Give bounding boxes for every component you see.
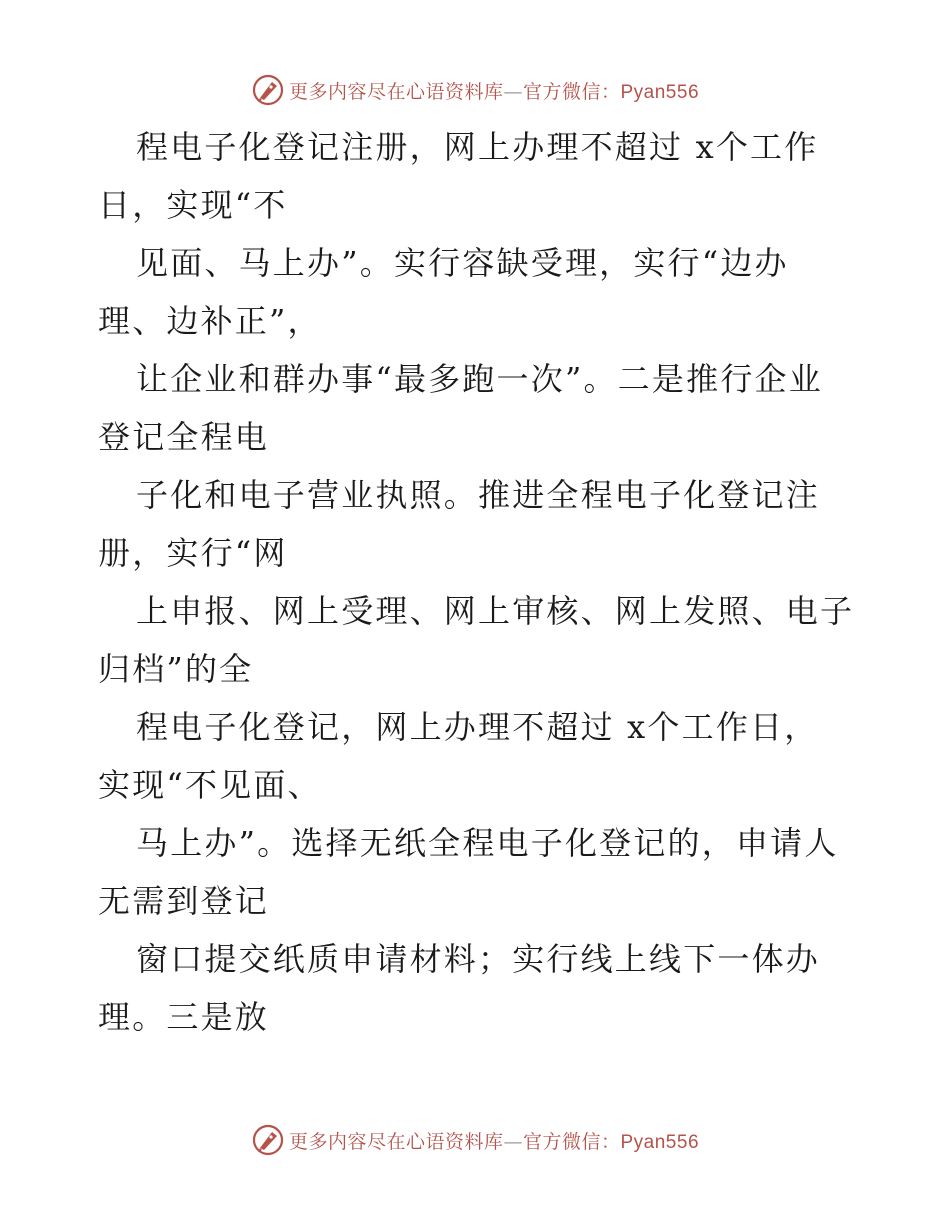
header-watermark [0, 70, 950, 110]
pen-nib-logo-icon [251, 73, 285, 107]
text-line: 理。三是放 [98, 998, 270, 1036]
text-line: 程电子化登记注册，网上办理不超过 x个工作 [136, 128, 819, 166]
text-line: 子化和电子营业执照。推进全程电子化登记注 [136, 476, 821, 514]
document-body [98, 118, 858, 1046]
text-line: 实现“不见面、 [98, 766, 322, 804]
text-line: 程电子化登记，网上办理不超过 x个工作日， [136, 708, 819, 746]
text-line: 上申报、网上受理、网上审核、网上发照、电子 [136, 592, 855, 630]
text-line: 理、边补正”， [98, 302, 322, 340]
text-line: 马上办”。选择无纸全程电子化登记的，申请人 [136, 824, 839, 862]
text-line: 册，实行“网 [98, 534, 288, 572]
footer-watermark [0, 1120, 950, 1160]
text-line: 登记全程电 [98, 418, 270, 456]
watermark-text: 更多内容尽在心语资料库—官方微信：Pyan556 [288, 1130, 700, 1153]
text-line: 见面、马上办”。实行容缺受理，实行“边办 [136, 244, 789, 282]
text-line: 让企业和群办事“最多跑一次”。二是推行企业 [136, 360, 823, 398]
watermark-text: 更多内容尽在心语资料库—官方微信：Pyan556 [288, 80, 700, 103]
text-line: 归档”的全 [98, 650, 254, 688]
text-line: 无需到登记 [98, 882, 270, 920]
pen-nib-logo-icon [251, 1123, 285, 1157]
text-line: 窗口提交纸质申请材料；实行线上线下一体办 [136, 940, 821, 978]
text-line: 日，实现“不 [98, 186, 288, 224]
